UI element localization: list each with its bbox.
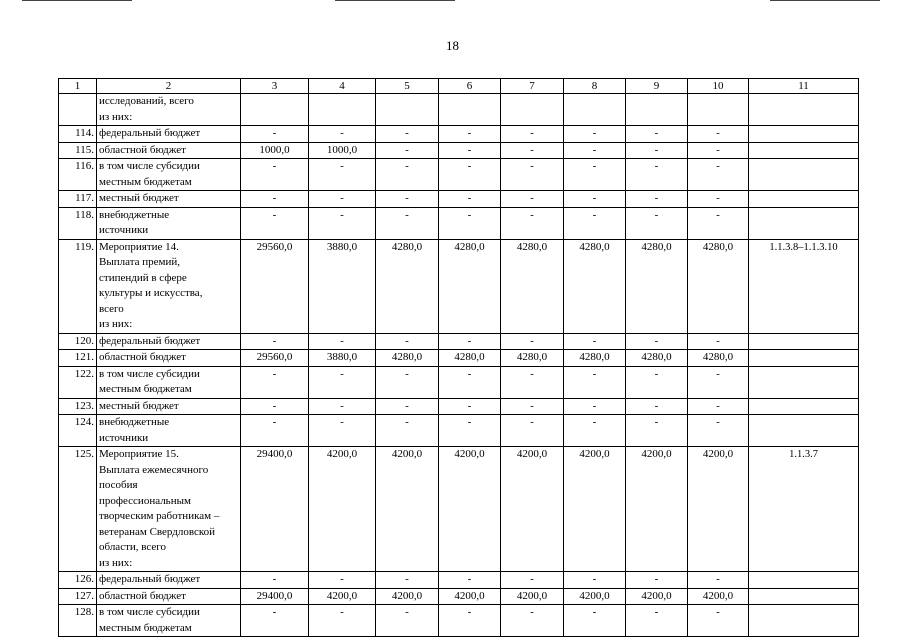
year-value: - [501,142,564,159]
year-value: 29400,0 [241,588,309,605]
row-number: 124. [59,415,97,447]
year-value: - [241,415,309,447]
row-item-name: Мероприятие 15. Выплата ежемесячного пособия профессиональным творческим работникам – ветеранам Свердловской области, всего из них: [97,447,241,572]
row-number: 125. [59,447,97,572]
target-indicator-code [749,572,859,589]
year-value: - [564,126,626,143]
target-indicator-code [749,207,859,239]
year-value: 4200,0 [439,588,501,605]
year-value: - [309,159,376,191]
table-row [59,350,859,367]
year-value: 3880,0 [309,239,376,333]
year-value: 4200,0 [564,588,626,605]
year-value: - [626,398,688,415]
year-value: - [626,159,688,191]
year-value: 4200,0 [688,588,749,605]
year-value: 4280,0 [376,350,439,367]
year-value [439,94,501,126]
year-value: - [688,572,749,589]
year-value: - [439,207,501,239]
row-item-name: областной бюджет [97,142,241,159]
year-value: - [439,126,501,143]
target-indicator-code [749,126,859,143]
year-value: 4280,0 [501,350,564,367]
row-item-name: в том числе субсидии местным бюджетам [97,605,241,637]
year-value: - [309,126,376,143]
row-number: 117. [59,191,97,208]
scan-edge-line-left [22,0,132,1]
column-header: 8 [564,79,626,94]
target-indicator-code [749,415,859,447]
year-value: 1000,0 [241,142,309,159]
row-number: 115. [59,142,97,159]
year-value: - [626,126,688,143]
year-value: - [439,159,501,191]
year-value: - [439,415,501,447]
year-value: - [501,415,564,447]
table-row [59,333,859,350]
year-value [626,94,688,126]
year-value: 29560,0 [241,350,309,367]
row-item-name: областной бюджет [97,588,241,605]
row-item-name: в том числе субсидии местным бюджетам [97,366,241,398]
column-header: 11 [749,79,859,94]
year-value: - [501,191,564,208]
scan-edge-line-right [770,0,880,1]
row-number: 121. [59,350,97,367]
year-value: - [309,191,376,208]
row-item-name: федеральный бюджет [97,126,241,143]
year-value: - [564,366,626,398]
row-number: 114. [59,126,97,143]
year-value: - [688,398,749,415]
year-value: - [564,398,626,415]
year-value: - [501,159,564,191]
year-value: 4280,0 [564,239,626,333]
year-value: - [564,415,626,447]
column-header: 7 [501,79,564,94]
target-indicator-code [749,333,859,350]
column-number-header-row [59,79,859,94]
page-number: 18 [446,38,459,53]
year-value: - [501,207,564,239]
year-value: 4200,0 [309,588,376,605]
row-item-name: внебюджетные источники [97,207,241,239]
year-value: - [501,605,564,637]
row-item-name: областной бюджет [97,350,241,367]
table-row [59,572,859,589]
table-row [59,207,859,239]
table-row [59,605,859,637]
table-row [59,191,859,208]
column-header: 4 [309,79,376,94]
year-value [501,94,564,126]
year-value: - [501,333,564,350]
table-row [59,126,859,143]
year-value: - [439,142,501,159]
table-body [59,94,859,637]
year-value: 4200,0 [626,447,688,572]
year-value: 4280,0 [688,350,749,367]
table-row [59,94,859,126]
year-value: 29560,0 [241,239,309,333]
year-value: - [376,207,439,239]
year-value: - [376,415,439,447]
target-indicator-code [749,159,859,191]
year-value: - [564,572,626,589]
year-value: - [626,191,688,208]
year-value: - [564,333,626,350]
year-value: 4200,0 [376,588,439,605]
target-indicator-code: 1.1.3.7 [749,447,859,572]
year-value: 4200,0 [309,447,376,572]
target-indicator-code [749,605,859,637]
year-value: - [309,366,376,398]
year-value [309,94,376,126]
row-number: 128. [59,605,97,637]
year-value: - [501,398,564,415]
year-value: - [626,333,688,350]
column-header: 6 [439,79,501,94]
row-number: 118. [59,207,97,239]
year-value: 4280,0 [376,239,439,333]
year-value: - [376,159,439,191]
year-value: 4280,0 [626,350,688,367]
year-value [564,94,626,126]
table-row [59,398,859,415]
row-item-name: Мероприятие 14. Выплата премий, стипендий в сфере культуры и искусства, всего из них: [97,239,241,333]
row-number: 123. [59,398,97,415]
row-number: 127. [59,588,97,605]
target-indicator-code [749,588,859,605]
column-header: 9 [626,79,688,94]
row-number: 116. [59,159,97,191]
target-indicator-code [749,366,859,398]
year-value: - [626,366,688,398]
year-value: 4200,0 [439,447,501,572]
year-value: - [688,366,749,398]
year-value: - [241,366,309,398]
column-header: 5 [376,79,439,94]
row-number [59,94,97,126]
target-indicator-code [749,191,859,208]
year-value: - [376,366,439,398]
year-value: - [501,126,564,143]
year-value: 1000,0 [309,142,376,159]
year-value: - [309,572,376,589]
year-value: - [564,159,626,191]
year-value: - [241,191,309,208]
year-value: 4200,0 [688,447,749,572]
year-value: - [376,605,439,637]
year-value: - [688,142,749,159]
year-value: - [688,159,749,191]
year-value: - [626,142,688,159]
year-value [241,94,309,126]
year-value: - [376,398,439,415]
year-value: - [241,572,309,589]
column-header: 3 [241,79,309,94]
year-value: - [439,333,501,350]
target-indicator-code [749,94,859,126]
year-value: - [564,142,626,159]
year-value: 4200,0 [564,447,626,572]
table-row [59,447,859,572]
row-item-name: внебюджетные источники [97,415,241,447]
year-value: - [626,415,688,447]
year-value: - [439,605,501,637]
year-value: - [241,159,309,191]
row-item-name: федеральный бюджет [97,572,241,589]
year-value: 4200,0 [376,447,439,572]
year-value: - [439,191,501,208]
budget-table [58,78,859,637]
table-row [59,142,859,159]
year-value: - [376,333,439,350]
table-row [59,415,859,447]
year-value: - [688,415,749,447]
scan-edge-line-mid [335,0,455,1]
year-value: - [376,572,439,589]
year-value: - [309,605,376,637]
row-number: 119. [59,239,97,333]
target-indicator-code [749,398,859,415]
year-value: - [241,398,309,415]
year-value: - [309,333,376,350]
year-value: - [439,572,501,589]
row-item-name: федеральный бюджет [97,333,241,350]
year-value: 4200,0 [626,588,688,605]
table-row [59,588,859,605]
year-value: - [688,207,749,239]
year-value: 4280,0 [439,350,501,367]
year-value: 4280,0 [688,239,749,333]
year-value: - [241,333,309,350]
year-value: 29400,0 [241,447,309,572]
year-value: - [626,605,688,637]
table-row [59,366,859,398]
row-number: 122. [59,366,97,398]
year-value: 4200,0 [501,588,564,605]
year-value: - [309,415,376,447]
year-value: - [439,366,501,398]
year-value: 4280,0 [501,239,564,333]
row-number: 126. [59,572,97,589]
year-value: - [626,207,688,239]
year-value: - [564,605,626,637]
year-value: - [241,126,309,143]
row-item-name: местный бюджет [97,191,241,208]
year-value: - [688,333,749,350]
year-value: - [501,572,564,589]
year-value [376,94,439,126]
row-item-name: исследований, всего из них: [97,94,241,126]
year-value: - [309,398,376,415]
target-indicator-code: 1.1.3.8–1.1.3.10 [749,239,859,333]
row-item-name: в том числе субсидии местным бюджетам [97,159,241,191]
year-value [688,94,749,126]
year-value: - [439,398,501,415]
year-value: - [501,366,564,398]
year-value: - [688,126,749,143]
row-number: 120. [59,333,97,350]
target-indicator-code [749,350,859,367]
column-header: 10 [688,79,749,94]
year-value: - [376,191,439,208]
year-value: 4200,0 [501,447,564,572]
target-indicator-code [749,142,859,159]
table-row [59,239,859,333]
year-value: - [376,126,439,143]
year-value: - [626,572,688,589]
year-value: 4280,0 [439,239,501,333]
row-item-name: местный бюджет [97,398,241,415]
year-value: - [564,207,626,239]
column-header: 2 [97,79,241,94]
year-value: - [309,207,376,239]
table-row [59,159,859,191]
year-value: 4280,0 [626,239,688,333]
year-value: - [376,142,439,159]
year-value: 4280,0 [564,350,626,367]
year-value: - [688,191,749,208]
year-value: - [241,605,309,637]
year-value: - [564,191,626,208]
year-value: - [241,207,309,239]
year-value: - [688,605,749,637]
column-header: 1 [59,79,97,94]
year-value: 3880,0 [309,350,376,367]
